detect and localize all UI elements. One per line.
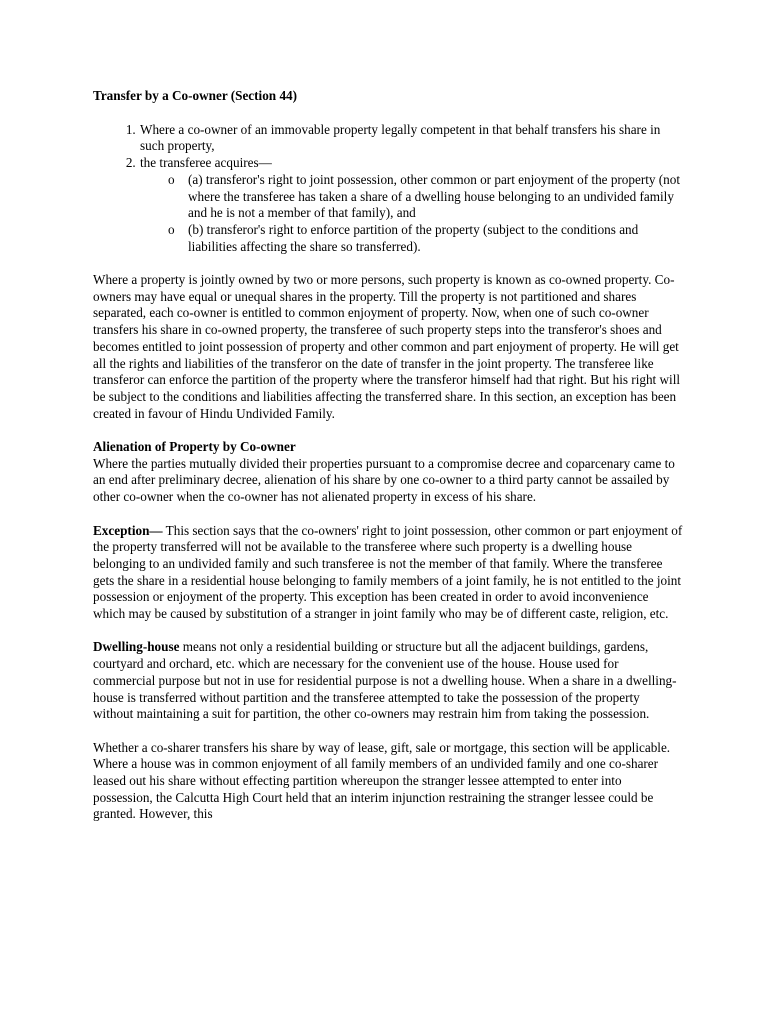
intro-paragraph: Where a property is jointly owned by two or more persons, such property is known as co-owned property. Co-owners may have equal or unequal shares in the property. Till the property is not partitioned and shares separated, each co-owner is entitled to common enjoyment of property. Now, when one of such co-owner transfers his share in co-owned property, the transferee of such property steps into the transferor's shoes and becomes entitled to joint possession of property and other common and part enjoyment of property. He will get all the rights and liabilities of the transferor on the date of transfer in the joint property. The transferee like transferor can enforce the partition of the property where the transferor himself had that right. But his right will be subject to the conditions and liabilities affecting the transferred share. In this section, an exception has been created in favour of Hindu Undivided Family. [93,272,681,421]
alienation-block [93,439,683,506]
dwelling-paragraph [93,639,683,723]
section-title: Transfer by a Co-owner (Section 44) [93,88,298,103]
step-item: 1. Where a co-owner of an immovable property legally competent in that behalf transfers his share in such property, [139,122,683,155]
document-content [93,88,683,823]
acquired-right-item: o (a) transferor's right to joint possession, other common or part enjoyment of the property (not where the transferee has taken a share of a dwelling house belonging to an undivided family and he is not a member of that family), and [168,172,683,222]
acquired-right-item: o (b) transferor's right to enforce partition of the property (subject to the conditions and liabilities affecting the share so transferred). [168,222,683,255]
step-item [139,155,683,255]
exception-paragraph [93,523,683,623]
alienation-paragraph: Where the parties mutually divided their properties pursuant to a compromise decree and coparcenary came to an end after preliminary decree, alienation of his share by one co-owner to a third party cannot be assailed by other co-owner when the co-owner has not alienated property in excess of his share. [93,455,675,505]
final-paragraph: Whether a co-sharer transfers his share by way of lease, gift, sale or mortgage, this section will be applicable. Where a house was in common enjoyment of all family members of an undivided family and one co-sharer leased out his share without effecting partition whereupon the stranger lessee attempted to enter into possession, the Calcutta High Court held that an interim injunction restraining the stranger lessee could be granted. However, this [93,739,671,822]
dwelling-lead: Dwelling-house [93,639,180,655]
dwelling-text: means not only a residential building or structure but all the adjacent buildings, gardens, courtyard and orchard, etc. which are necessary for the convenient use of the house. House used for commercial purpose but not in use for residential purpose is not a dwelling house. When a share in a dwelling-house is transferred without partition and the transferee attempted to take the possession of the property without maintaining a suit for partition, the other co-owners may restrain him from taking the possession. [93,639,677,722]
exception-text: This section says that the co-owners' right to joint possession, other common or part enjoyment of the property transferred will not be available to the transferee where such property is a dwelling house belonging to an undivided family and such transferee is not the member of that family. Where the transferee gets the share in a residential house belonging to family members of a joint family, he is not entitled to the joint possession or enjoyment of the property. This exception has been created in order to avoid inconvenience which may be caused by substitution of a stranger in joint family who may be of different caste, religion, etc. [93,522,683,622]
alienation-heading: Alienation of Property by Co-owner [93,439,296,455]
acquired-rights-list [140,172,683,256]
section-steps-list [93,122,683,256]
exception-lead: Exception— [93,522,163,538]
step-text: the transferee acquires— [140,155,272,171]
